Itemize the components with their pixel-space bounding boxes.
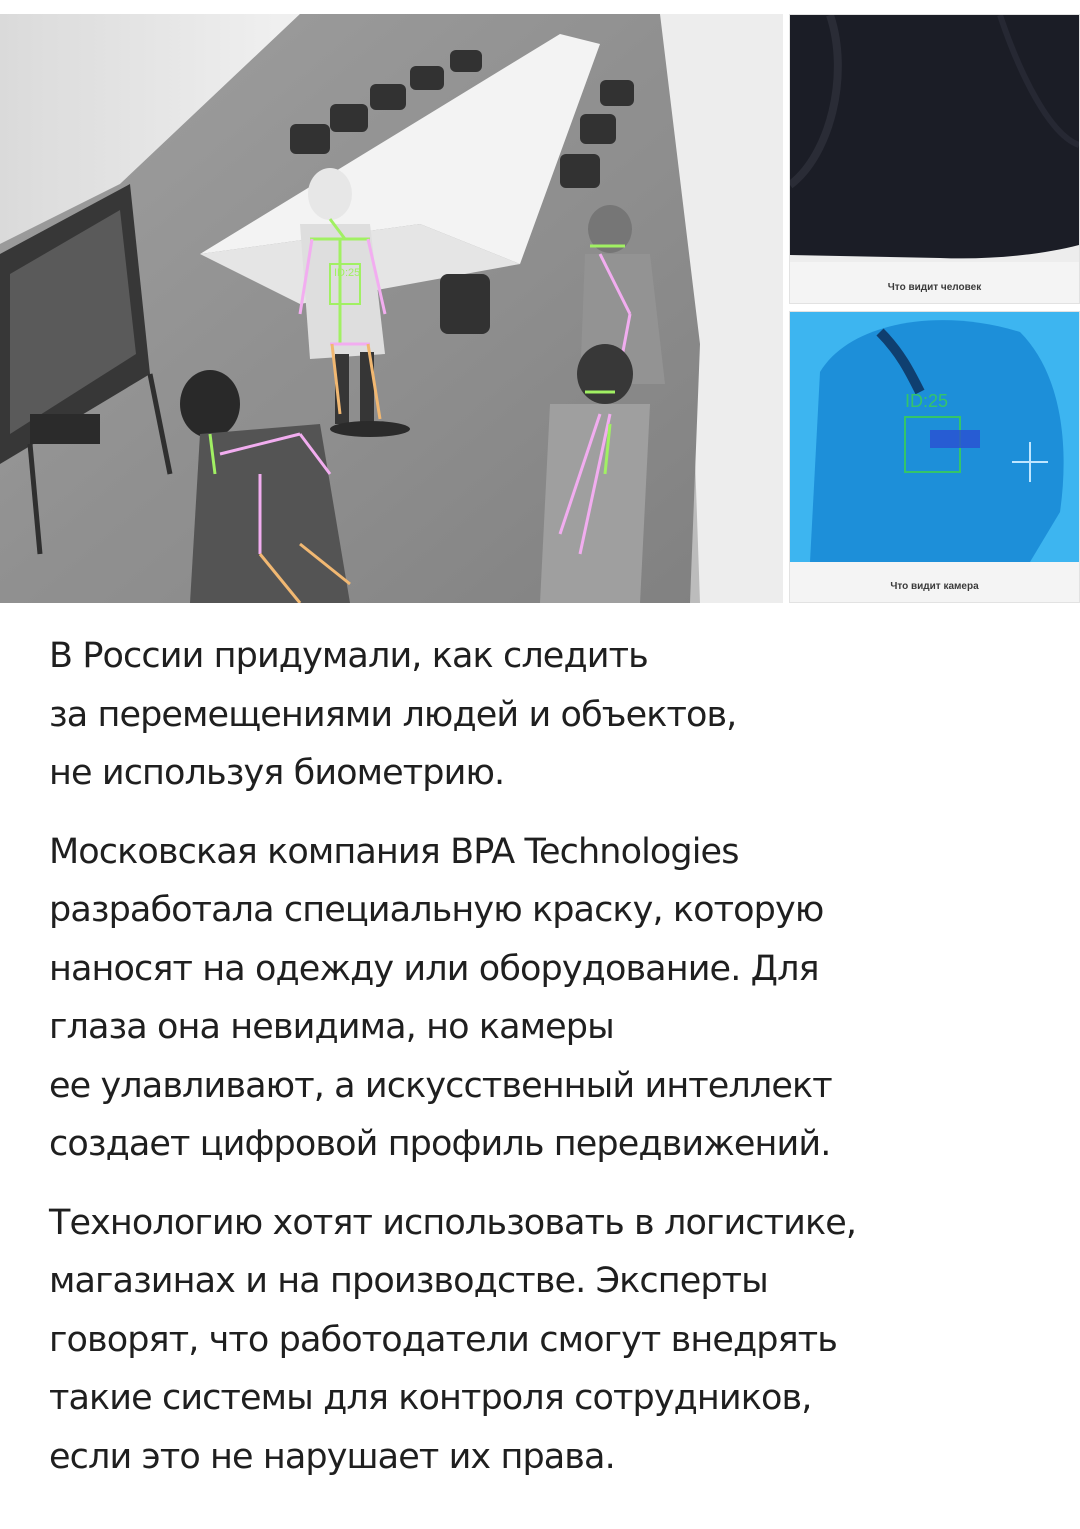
dark-jacket-illustration xyxy=(790,15,1079,262)
article-paragraph-3: Технологию хотят использовать в логистике, магазинах и на производстве. Эксперты говорят, что работодатели смогут внедрять такие системы для контроля сотрудников, если это не нарушает их права. xyxy=(49,1202,857,1477)
office-camera-photo[interactable] xyxy=(0,14,783,603)
human-view-panel[interactable] xyxy=(789,14,1080,304)
article-paragraph-2: Московская компания BPA Technologies разработала специальную краску, которую наносят на одежду или оборудование. Для глаза она невидима, но камеры ее улавливают, а искусственный интеллект создает цифровой профиль передвижений. xyxy=(49,831,832,1164)
camera-view-caption: Что видит камера xyxy=(890,581,979,592)
article-paragraph-1: В России придумали, как следить за перемещениями людей и объектов, не используя биометрию. xyxy=(49,636,737,793)
svg-text:ID:25: ID:25 xyxy=(905,391,949,411)
office-scene-illustration xyxy=(0,14,783,603)
article-body xyxy=(49,627,1049,1506)
media-collage xyxy=(0,0,1080,606)
camera-view-panel[interactable] xyxy=(789,311,1080,603)
camera-view-image xyxy=(790,312,1079,562)
human-view-caption: Что видит человек xyxy=(887,282,982,293)
human-view-image xyxy=(790,15,1079,262)
blue-jacket-illustration xyxy=(790,312,1079,562)
svg-text:ID:25: ID:25 xyxy=(334,267,361,279)
